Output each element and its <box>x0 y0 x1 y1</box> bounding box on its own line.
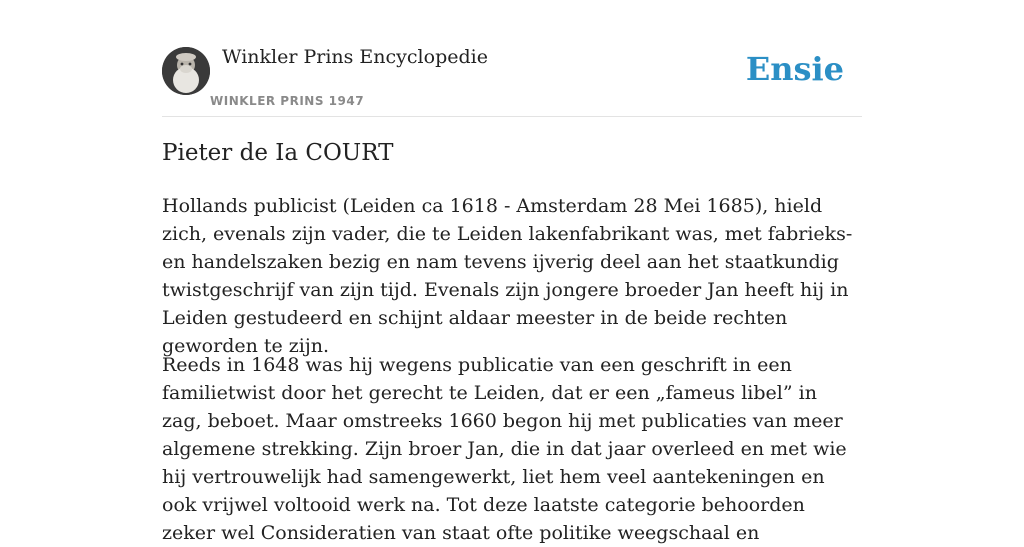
page-title: Pieter de Ia COURT <box>162 140 394 166</box>
article-paragraph-1: Hollands publicist (Leiden ca 1618 - Amsterdam 28 Mei 1685), hield zich, evenals zijn vader, die te Leiden lakenfabrikant was, met fabrieks- en handelszaken bezig en nam tevens ijverig deel aan het staatkundig twistgeschrijf van zijn tijd. Evenals zijn jongere broeder Jan heeft hij in Leiden gestudeerd en schijnt aldaar meester in de beide rechten geworden te zijn. <box>162 195 853 357</box>
bearded-man-portrait-icon <box>162 47 210 95</box>
page-container <box>162 0 862 544</box>
brand-logo[interactable]: Ensie <box>745 50 844 88</box>
site-title[interactable]: Winkler Prins Encyclopedie <box>222 46 488 68</box>
article-paragraph-2: Reeds in 1648 was hij wegens publicatie van een geschrift in een familietwist door het gerecht te Leiden, dat er een „fameus libel” in zag, beboet. Maar omstreeks 1660 begon hij met publicaties van meer algemene strekking. Zijn broer Jan, die in dat jaar overleed en met wie hij vertrouwelijk had samengewerkt, liet hem veel aantekeningen en ook vrijwel voltooid werk na. Tot deze laatste categorie behoorden zeker wel Consideratien van staat ofte politike weegschaal en <box>162 354 847 544</box>
edition-label[interactable]: WINKLER PRINS 1947 <box>210 94 365 108</box>
site-header <box>162 0 862 117</box>
avatar[interactable] <box>162 47 210 95</box>
